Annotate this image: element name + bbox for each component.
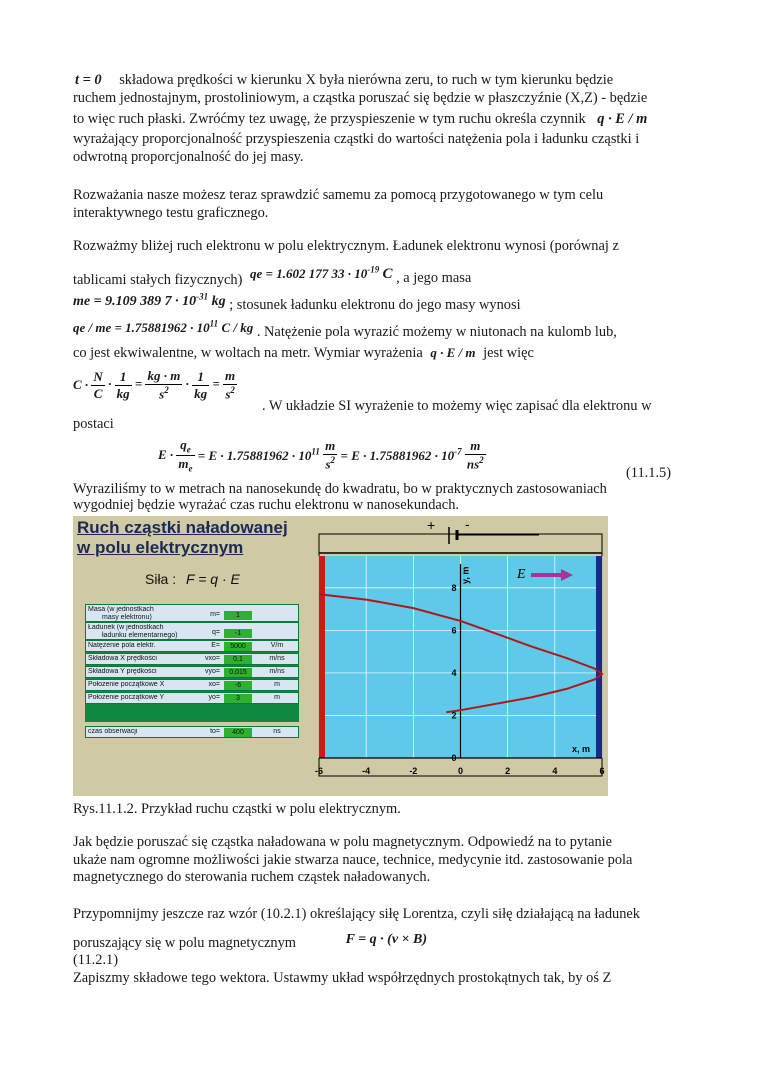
electron-mass-line [73,288,693,313]
x-tick-label: 4 [552,766,558,776]
paragraph-intro-line1: składowa prędkości w kierunku X była nierówna zeru, to ruch w tym kierunku będzie [119,72,614,88]
parameter-label: Składowa X prędkości [88,655,157,662]
y-tick-label: 4 [451,667,457,678]
field-label: E [517,567,526,582]
parameter-label: Położenie początkowe X [88,681,165,688]
parameter-unit: m [274,694,280,701]
parameter-row [85,640,299,652]
right-plate [596,556,602,758]
factor-formula: q · E / m [597,111,648,127]
parameter-value-input[interactable]: -1 [224,629,252,638]
parameter-unit: m/ns [269,655,285,662]
paragraph-electron [73,238,693,256]
lorentz-text: poruszający się w polu magnetycznym [73,935,296,951]
parameter-symbol: yo= [208,694,220,701]
left-plate [319,556,325,758]
paragraph-magnetic-line1: Jak będzie poruszać się cząstka naładowana w polu magnetycznym. Odpowiedź na to pytanie [73,834,613,850]
parameter-unit: m/ns [269,668,285,675]
figure-caption: Rys.11.1.2. Przykład ruchu cząstki w polu elektrycznym. [73,801,401,817]
parameter-symbol: vxo= [205,655,220,662]
x-axis-label: x, m [572,744,591,754]
paragraph-magnetic-line2: ukaże nam ogromne możliwości jakie stwarza nauce, technice, medycynie itd. zastosowanie pola [73,851,633,868]
paragraph-magnetic [73,834,693,887]
parameter-value-input[interactable]: 1 [224,611,252,620]
parameter-value-input[interactable]: 0,1 [224,655,252,664]
electron-mass-intro: , a jego masa [396,270,472,287]
lorentz-line [73,931,693,949]
postaci-text: postaci [73,416,114,432]
paragraph-lorentz [73,906,693,924]
observation-time-input[interactable]: 400 [224,728,252,737]
parameter-symbol: q= [212,629,220,636]
paragraph-lorentz-line1: Przypomnijmy jeszcze raz wzór (10.2.1) określający siłę Lorentza, czyli siłę działającą na ładunek [73,906,640,922]
electron-mass-formula: me = 9.109 389 $7 \cdot 10^{-31}$ kg [73,291,226,309]
x-tick-label: -4 [362,766,371,776]
paragraph-intro-line3: to więc ruch płaski. Zwróćmy tez uwagę, że przyspieszenie w tym ruchu określa czynnik [73,111,586,127]
electron-charge-text: tablicami stałych fizycznych) [73,272,243,289]
dimension-tail: jest więc [483,345,534,361]
dimension-line [73,344,693,363]
paragraph-intro-line5: odwrotną proporcjonalność do jej masy. [73,148,304,165]
paragraph-test [73,187,693,222]
parameter-label: Składowa Y prędkości [88,668,157,675]
paragraph-intro-line2: ruchem jednostajnym, prostoliniowym, a cząstka poruszać się będzie w płaszczyźnie (X,Z) - będzie [73,89,648,106]
charge-mass-ratio-formula: qe / me = $1.75881962 \cdot 10^{11}$ C / kg [73,319,254,336]
y-axis-label: y, m [460,566,471,584]
paragraph-components: Zapiszmy składowe tego wektora. Ustawmy układ współrzędnych prostokątnych tak, by oś Z [73,970,612,986]
parameter-symbol: vyo= [205,668,220,675]
paragraph-test-line2: interaktywnego testu graficznego. [73,204,269,221]
parameter-value-input[interactable]: 3 [224,694,252,703]
parameter-row [85,666,299,678]
parameter-row [85,679,299,691]
lorentz-eqnum: (11.2.1) [73,952,119,968]
force-formula: F = q · E [186,571,240,587]
x-tick-label: -2 [409,766,418,776]
si-line [262,398,702,416]
figure-title-line2: w polu elektrycznym [77,538,244,557]
trajectory-plot [309,516,608,796]
parameter-value-input[interactable]: 5000 [224,642,252,651]
x-tick-label: -6 [314,766,324,776]
parameter-label: Natężenie pola elektr. [88,642,156,649]
parameter-unit: m [274,681,280,688]
paragraph-intro [73,72,693,166]
parameter-row [85,692,299,704]
y-tick-label: 8 [451,582,457,593]
parameter-symbol: xo= [208,681,220,688]
dimension-text: co jest ekwiwalentne, w woltach na metr. Wymiar wyrażenia [73,345,423,361]
paragraph-test-line1: Rozważania nasze możesz teraz sprawdzić samemu za pomocą przygotowanego w tym celu [73,187,604,203]
paragraph-units [73,481,693,513]
x-tick-label: 6 [599,766,605,776]
si-text: . W układzie SI wyrażenie to możemy więc zapisać dla elektronu w [262,398,652,414]
charge-mass-ratio-line [73,316,693,341]
paragraph-intro-line4: wyrażający proporcjonalność przyspieszenia cząstki do wartości natężenia pola i ładunku cząstki i [73,131,640,147]
figure-title-line1: Ruch cząstki naładowanej [77,518,288,537]
parameter-row [85,653,299,665]
unit-dimension-formula: C · $\frac{N}{C}$ · $\frac{1}{kg}$ = $\frac{kg \cdot m}{s^2}$ · $\frac{1}{kg}$ = $\frac{m}{s^2}$ [73,368,236,402]
parameter-row [85,622,299,640]
parameter-value-input[interactable]: 0,015 [224,668,252,677]
x-tick-label: 0 [457,766,464,776]
y-tick-label: 6 [451,625,457,636]
force-label [145,571,240,587]
ratio-intro-text: ; stosunek ładunku elektronu do jego masy wynosi [229,296,521,313]
main-equation: E · $\frac{q_e}{m_e}$ = $E \cdot 1.75881962 \cdot 10^{11}$ $\frac{m}{s^2}$ = $E \cdot 1.75881962 \cdot 10^{-7}$ $\frac{m}{ns^2}$ [158,437,484,474]
electron-charge-formula: qe = 1.602 177 $33 \cdot 10^{-19}$ C [250,265,393,283]
observation-row: czas obserwacji to= 400 ns [85,726,299,738]
paragraph-electron-line1: Rozważmy bliżej ruch elektronu w polu elektrycznym. Ładunek elektronu wynosi (porównaj z [73,238,619,254]
paragraph-units-line2: wygodniej będzie wyrażać czas ruchu elektronu w nanosekundach. [73,497,459,513]
dimension-expr: q · E / m [430,345,476,360]
plus-label: + [427,517,436,533]
y-tick-label: 2 [451,710,457,721]
parameter-label: Położenie początkowe Y [88,694,165,701]
minus-label: - [465,516,470,532]
equation-number: (11.1.5) [626,465,672,481]
parameter-label: Masa (w jednostkach masy elektronu) [88,606,154,621]
parameter-symbol: E= [211,642,220,649]
electron-charge-line [73,262,693,289]
parameter-value-input[interactable]: -6 [224,681,252,690]
paragraph-magnetic-line3: magnetycznego do sterowania ruchem cząstek naładowanych. [73,869,431,885]
parameter-symbol: m= [210,611,220,618]
paragraph-units-line1: Wyraziliśmy to w metrach na nanosekundę do kwadratu, bo w praktycznych zastosowaniach [73,481,607,497]
t-zero-formula: t = 0 [75,72,102,88]
y-tick-label: 0 [451,753,457,763]
x-tick-label: 2 [505,766,511,776]
parameter-unit: V/m [270,642,284,649]
field-units-text: . Natężenie pola wyrazić możemy w niutonach na kulomb lub, [256,324,617,341]
force-label-text: Siła : [145,571,177,587]
postaci-line [73,416,693,434]
lorentz-formula: F = q · (v × B) [345,932,428,947]
simulation-figure [73,516,608,796]
parameter-label: Ładunek (w jednostkach ładunku elementarnego) [88,624,178,639]
parameter-row [85,604,299,622]
